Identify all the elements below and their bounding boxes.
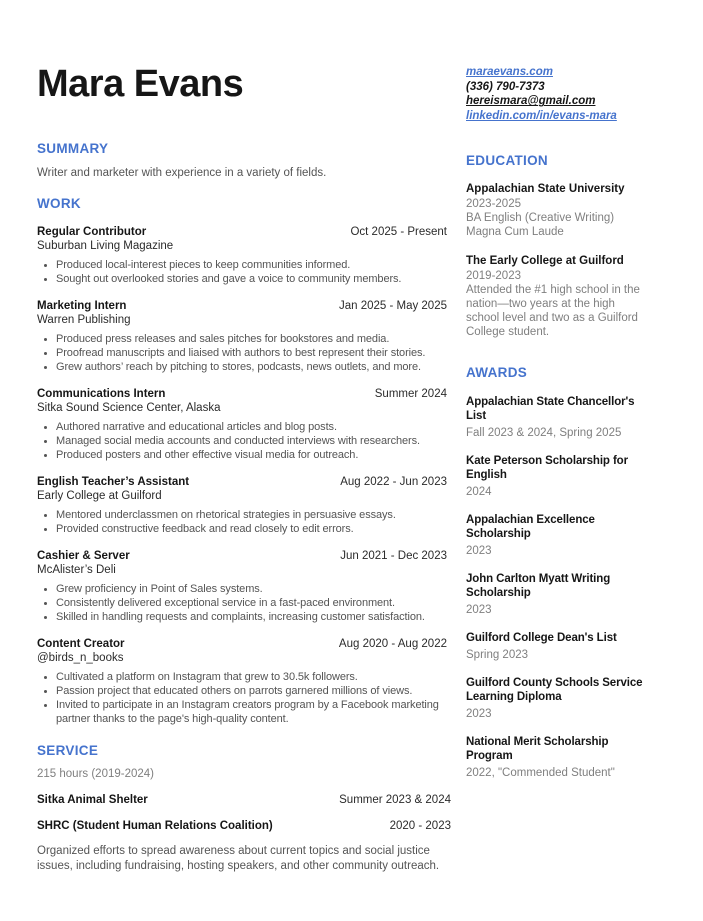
side-column — [466, 37, 644, 780]
school-name: The Early College at Guilford — [466, 254, 624, 267]
award-title: National Merit Scholarship Program — [466, 735, 609, 762]
job-organization: McAlister’s Deli — [37, 564, 116, 576]
job-entry — [37, 299, 467, 374]
job-title: Regular Contributor — [37, 226, 147, 238]
award-title: Kate Peterson Scholarship for English — [466, 454, 628, 481]
job-entry — [37, 225, 467, 286]
bullet-item: • Grew authors’ reach by pitching to stores, podcasts, news outlets, and more. — [56, 360, 467, 374]
bullet-item: • Produced press releases and sales pitches for bookstores and media. — [56, 332, 467, 346]
service-dates: Summer 2023 & 2024 — [339, 794, 451, 806]
school-description: Attended the #1 high school in the nation—two years at the high school level and two as a Guilford College student. — [466, 283, 640, 338]
service-org: Sitka Animal Shelter — [37, 794, 148, 806]
award-entry — [466, 631, 644, 662]
bullet-item: • Proofread manuscripts and liaised with authors to best represent their stories. — [56, 346, 467, 360]
job-header — [37, 475, 467, 489]
service-dates: 2020 - 2023 — [389, 820, 451, 832]
award-title: Appalachian Excellence Scholarship — [466, 513, 595, 540]
job-dates: Aug 2022 - Jun 2023 — [340, 476, 447, 488]
awards-heading: AWARDS — [466, 364, 528, 380]
summary-text: Writer and marketer with experience in a variety of fields. — [37, 167, 327, 179]
job-title: Marketing Intern — [37, 300, 127, 312]
bullet-item: • Produced local-interest pieces to keep communities informed. — [56, 258, 467, 272]
job-header — [37, 299, 467, 313]
award-date: 2023 — [466, 603, 492, 616]
award-entry — [466, 572, 644, 617]
award-date: 2024 — [466, 485, 492, 498]
bullet-item: • Grew proficiency in Point of Sales systems. — [56, 582, 467, 596]
bullet-item: • Produced posters and other effective visual media for outreach. — [56, 448, 467, 462]
award-date: Fall 2023 & 2024, Spring 2025 — [466, 426, 622, 439]
job-bullets — [37, 670, 467, 726]
job-title: Communications Intern — [37, 388, 166, 400]
school-name: Appalachian State University — [466, 182, 625, 195]
bullet-item: • Authored narrative and educational articles and blog posts. — [56, 420, 467, 434]
bullet-item: • Invited to participate in an Instagram creators program by a Facebook marketing partner thanks to the page's high-quality content. — [56, 698, 467, 726]
job-bullets — [37, 582, 467, 624]
bullet-item: • Managed social media accounts and conducted interviews with researchers. — [56, 434, 467, 448]
linkedin-link[interactable]: linkedin.com/in/evans-mara — [466, 110, 617, 123]
job-organization: @birds_n_books — [37, 652, 124, 664]
award-date: 2023 — [466, 707, 492, 720]
service-org: SHRC (Student Human Relations Coalition) — [37, 820, 273, 832]
award-entry — [466, 513, 644, 558]
job-bullets — [37, 332, 467, 374]
award-title: John Carlton Myatt Writing Scholarship — [466, 572, 611, 599]
school-years: 2019-2023 — [466, 269, 521, 282]
bullet-item: • Passion project that educated others on parrots garnered millions of views. — [56, 684, 467, 698]
summary-heading: SUMMARY — [37, 141, 109, 156]
work-heading: WORK — [37, 196, 81, 211]
award-date: 2022, "Commended Student" — [466, 766, 615, 779]
job-dates: Oct 2025 - Present — [350, 226, 447, 238]
bullet-item: • Consistently delivered exceptional service in a fast-paced environment. — [56, 596, 467, 610]
job-entry — [37, 549, 467, 624]
website-link[interactable]: maraevans.com — [466, 66, 553, 78]
school-years: 2023-2025 — [466, 197, 521, 210]
job-title: English Teacher’s Assistant — [37, 476, 190, 488]
job-organization: Warren Publishing — [37, 314, 131, 326]
job-dates: Jun 2021 - Dec 2023 — [340, 550, 447, 562]
job-header — [37, 637, 467, 651]
award-title: Appalachian State Chancellor's List — [466, 395, 635, 422]
education-heading: EDUCATION — [466, 152, 548, 168]
job-dates: Jan 2025 - May 2025 — [338, 300, 447, 312]
phone-number: (336) 790-7373 — [466, 80, 545, 93]
award-entry — [466, 454, 644, 499]
award-entry — [466, 735, 644, 780]
bullet-item: • Skilled in handling requests and complaints, increasing customer satisfaction. — [56, 610, 467, 624]
job-entry — [37, 637, 467, 726]
award-date: 2023 — [466, 544, 492, 557]
job-dates: Aug 2020 - Aug 2022 — [338, 638, 447, 650]
award-entry — [466, 676, 644, 721]
job-organization: Suburban Living Magazine — [37, 240, 174, 252]
bullet-item: • Cultivated a platform on Instagram that grew to 30.5k followers. — [56, 670, 467, 684]
school-honors: Magna Cum Laude — [466, 225, 564, 238]
job-bullets — [37, 258, 467, 286]
award-entry — [466, 395, 644, 440]
page-title: Mara Evans — [37, 63, 244, 105]
job-entry — [37, 475, 467, 536]
bullet-item: • Sought out overlooked stories and gave a voice to community members. — [56, 272, 467, 286]
job-header — [37, 387, 467, 401]
job-entry — [37, 387, 467, 462]
bullet-item: • Mentored underclassmen on rhetorical strategies in persuasive essays. — [56, 508, 467, 522]
service-description: Organized efforts to spread awareness about current topics and social justice issues, including fundraising, hosting speakers, and other community outreach. — [37, 845, 440, 872]
education-entry — [466, 254, 644, 339]
service-entry — [37, 793, 467, 807]
service-heading: SERVICE — [37, 743, 99, 758]
job-header — [37, 225, 467, 239]
school-degree: BA English (Creative Writing) — [466, 211, 615, 224]
job-organization: Sitka Sound Science Center, Alaska — [37, 402, 221, 414]
job-organization: Early College at Guilford — [37, 490, 162, 502]
job-title: Cashier & Server — [37, 550, 130, 562]
service-hours: 215 hours (2019-2024) — [37, 768, 154, 780]
award-title: Guilford College Dean's List — [466, 631, 617, 644]
job-header — [37, 549, 467, 563]
contact-block — [466, 65, 644, 124]
job-bullets — [37, 508, 467, 536]
main-column — [37, 37, 467, 874]
job-title: Content Creator — [37, 638, 125, 650]
bullet-item: • Provided constructive feedback and read closely to edit errors. — [56, 522, 467, 536]
education-entry — [466, 182, 644, 239]
job-dates: Summer 2024 — [374, 388, 447, 400]
job-bullets — [37, 420, 467, 462]
email-link[interactable]: hereismara@gmail.com — [466, 95, 596, 108]
service-entry — [37, 819, 467, 833]
award-date: Spring 2023 — [466, 648, 529, 661]
award-title: Guilford County Schools Service Learning Diploma — [466, 676, 643, 703]
